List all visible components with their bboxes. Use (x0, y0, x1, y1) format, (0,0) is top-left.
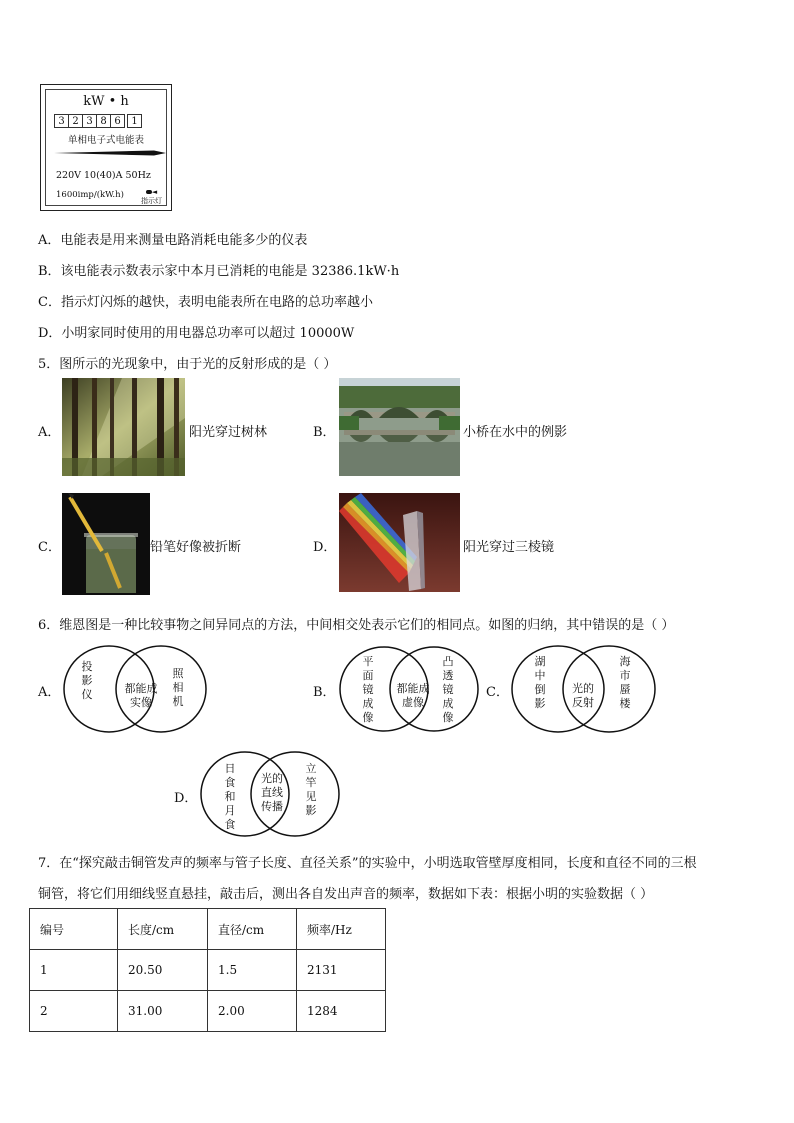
table-cell: 1284 (297, 991, 386, 1032)
meter-digit: 8 (96, 114, 111, 128)
q4-option-b: B．该电能表示数表示家中本月已消耗的电能是 32386.1kW·h (38, 264, 400, 279)
q5-d-text: 阳光穿过三棱镜 (463, 540, 555, 555)
table-cell: 1.5 (208, 950, 297, 991)
table-header-cell: 直径/cm (208, 909, 297, 950)
venn-c-left-label: 湖中倒影 (534, 655, 546, 710)
venn-d-mid-label-3: 传播 (261, 800, 283, 813)
table-header-cell: 长度/cm (118, 909, 208, 950)
meter-indicator: ◄ 指示灯 (141, 188, 162, 205)
venn-d-mid-label-1: 光的 (261, 772, 283, 785)
venn-a-mid-label-1: 都能成 (124, 682, 158, 695)
meter-digit: 3 (54, 114, 69, 128)
q4-option-a: A．电能表是用来测量电路消耗电能多少的仪表 (38, 233, 308, 248)
prism-spectrum-image (339, 493, 460, 592)
table-cell: 2 (30, 991, 118, 1032)
venn-a-left-label: 投影仪 (81, 660, 93, 701)
q7-stem-line-1: 7．在“探究敲击铜管发声的频率与管子长度、直径关系”的实验中，小明选取管壁厚度相同，长度和直径不同的三根 (38, 856, 697, 871)
meter-digits (54, 114, 141, 128)
table-cell: 31.00 (118, 991, 208, 1032)
q5-a-letter: A． (38, 425, 61, 440)
q5-b-text: 小桥在水中的例影 (463, 425, 568, 440)
table-cell: 20.50 (118, 950, 208, 991)
q7-stem-line-2: 铜管，将它们用细线竖直悬挂，敲击后，测出各自发出声音的频率，数据如下表：根据小明的实验数据（ ） (38, 887, 654, 902)
q6-d-letter: D． (174, 791, 198, 806)
venn-b-mid-label-2: 虚像 (402, 696, 424, 709)
q5-c-text: 铅笔好像被折断 (150, 540, 242, 555)
q6-c-letter: C． (486, 685, 509, 700)
q6-a-letter: A． (38, 685, 61, 700)
table-row (30, 950, 386, 991)
meter-digit: 2 (68, 114, 83, 128)
pencil-in-water-image (62, 493, 150, 595)
table-header-row (30, 909, 386, 950)
q4-option-d: D．小明家同时使用的用电器总功率可以超过 10000W (38, 326, 355, 341)
electric-meter-figure (40, 84, 172, 211)
bridge-reflection-image (339, 378, 460, 476)
meter-imp: 1600imp/(kW.h) (56, 190, 124, 200)
venn-a-right-label: 照相机 (172, 667, 184, 708)
q4-option-c: C．指示灯闪烁的越快，表明电能表所在电路的总功率越小 (38, 295, 373, 310)
meter-unit: kW • h (83, 94, 129, 109)
q5-a-text: 阳光穿过树林 (189, 425, 268, 440)
q5-stem: 5．图所示的光现象中，由于光的反射形成的是（ ） (38, 357, 337, 372)
venn-c-mid-label-2: 反射 (572, 696, 594, 709)
venn-a-mid-label-2: 实像 (130, 696, 152, 709)
arrow-icon (54, 148, 166, 158)
q6-b-letter: B． (313, 685, 336, 700)
forest-sunlight-image (62, 378, 185, 476)
table-cell: 2.00 (208, 991, 297, 1032)
q7-data-table (29, 908, 386, 1032)
meter-face (45, 89, 167, 206)
q5-b-letter: B． (313, 425, 336, 440)
table-header-cell: 频率/Hz (297, 909, 386, 950)
table-row (30, 991, 386, 1032)
venn-d-right-label: 立竿见影 (305, 762, 317, 817)
venn-c-right-label: 海市蜃楼 (619, 655, 631, 710)
meter-spec: 220V 10(40)A 50Hz (56, 170, 151, 181)
indicator-label: 指示灯 (141, 197, 162, 205)
venn-d-left-label: 日食和月食 (224, 762, 236, 831)
table-cell: 1 (30, 950, 118, 991)
meter-digit: 3 (82, 114, 97, 128)
table-header-cell: 编号 (30, 909, 118, 950)
q5-c-letter: C． (38, 540, 61, 555)
venn-b-left-label: 平面镜成像 (362, 655, 374, 724)
meter-digit-decimal: 1 (127, 114, 142, 128)
venn-c-mid-label-1: 光的 (572, 682, 594, 695)
venn-b-mid-label-1: 都能成 (396, 682, 430, 695)
meter-type-label: 单相电子式电能表 (67, 135, 144, 146)
table-cell: 2131 (297, 950, 386, 991)
venn-d-mid-label-2: 直线 (261, 786, 283, 799)
venn-b-right-label: 凸透镜成像 (442, 655, 454, 724)
meter-digit: 6 (110, 114, 125, 128)
q6-stem: 6．维恩图是一种比较事物之间异同点的方法，中间相交处表示它们的相同点。如图的归纳，其中错误的是（ ） (38, 618, 675, 633)
q5-d-letter: D． (313, 540, 337, 555)
